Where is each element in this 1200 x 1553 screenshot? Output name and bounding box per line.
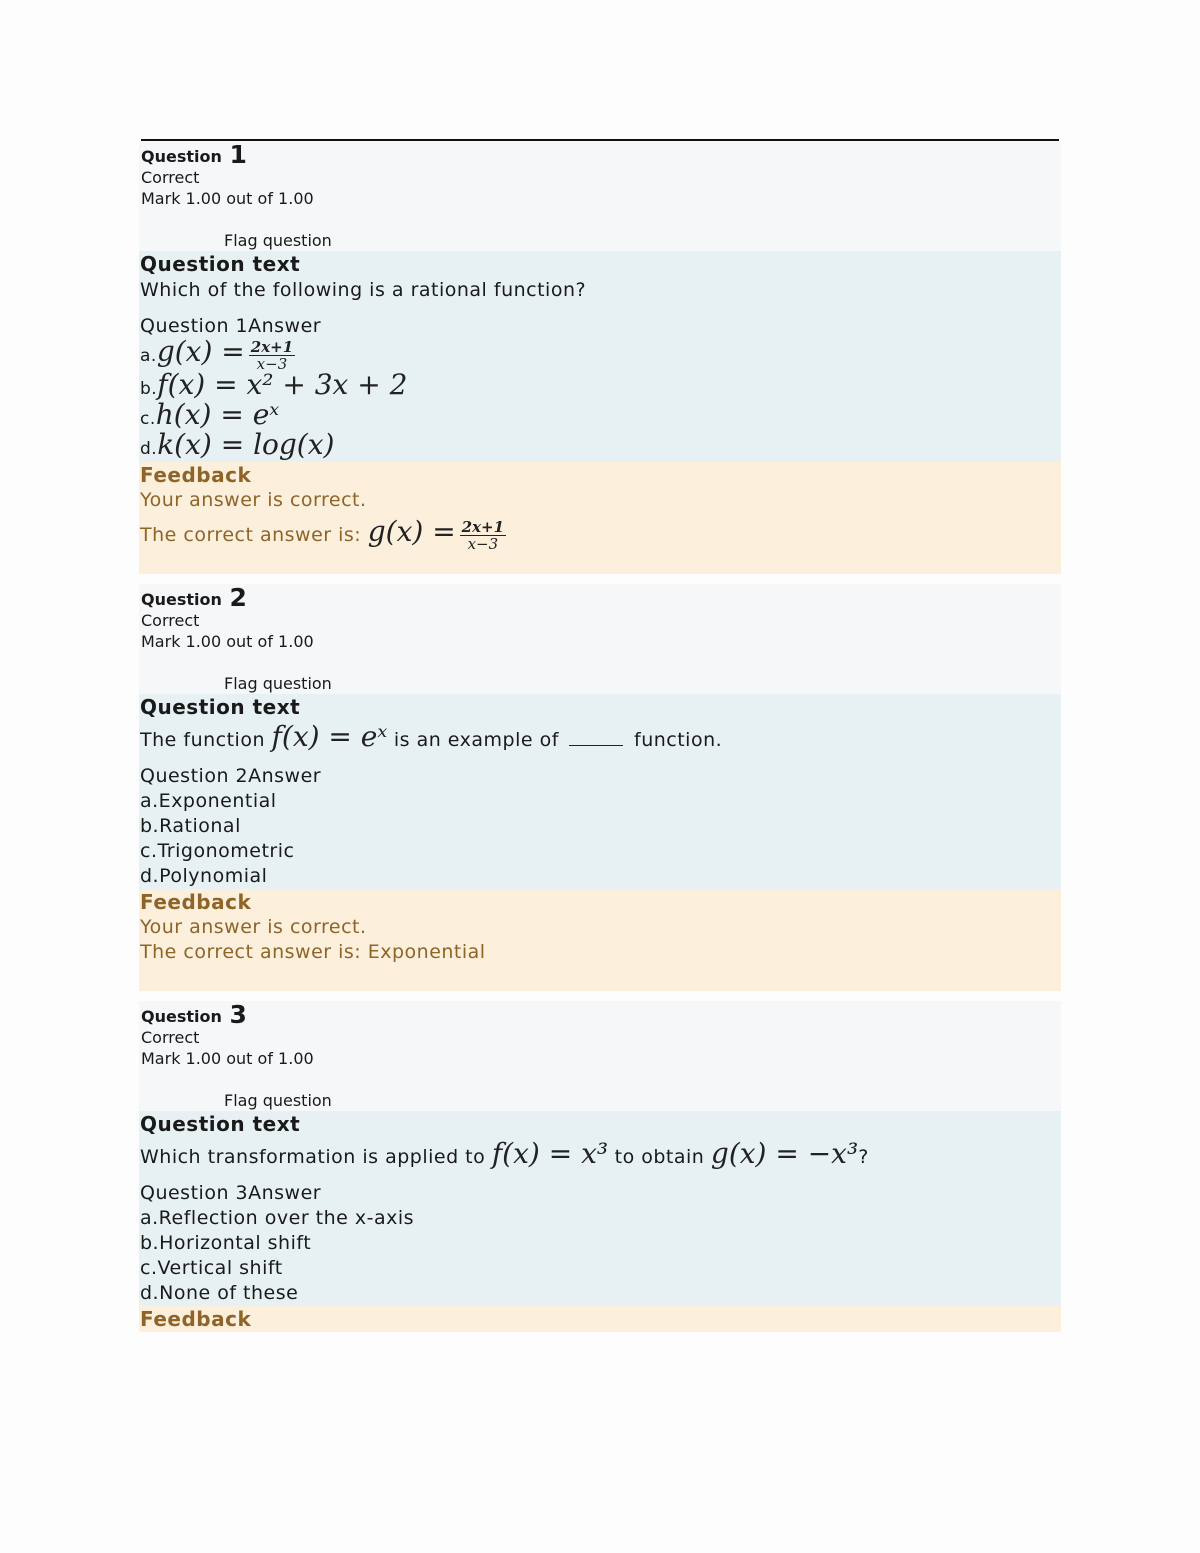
question-label: Question [141,590,222,609]
answer-option-d[interactable] [140,428,1061,462]
fraction-denominator: x−3 [256,355,288,373]
question-number-value: 2 [229,583,247,612]
option-math: g(x) = [156,335,245,368]
question-number [141,1000,1059,1029]
option-math: k(x) = log(x) [157,428,335,461]
feedback-heading: Feedback [140,463,252,487]
question-state: Correct [141,1028,200,1047]
fraction-numerator: 2x+1 [250,338,294,356]
question-text-part: is an example of [387,729,566,751]
question-math: f(x) = eˣ [271,720,388,753]
question-info [139,1001,1061,1111]
question-text-part: ? [858,1146,869,1168]
feedback-heading: Feedback [140,890,252,914]
answer-heading: Question 1Answer [140,315,322,337]
option-letter: d. [140,439,158,459]
question-info [139,584,1061,694]
question-text-heading: Question text [140,695,301,719]
feedback-heading: Feedback [140,1307,252,1331]
flag-question-link[interactable]: Flag question [224,1091,332,1110]
question-state: Correct [141,611,200,630]
option-math: f(x) = x² + 3x + 2 [157,368,408,401]
question-text-part: to obtain [608,1146,711,1168]
answer-option-c[interactable]: c.Vertical shift [140,1257,283,1279]
fraction-numerator: 2x+1 [461,518,505,536]
flag-question-link[interactable]: Flag question [224,231,332,250]
feedback-panel [139,462,1061,574]
feedback-panel [139,889,1061,991]
question-text: Which of the following is a rational function? [140,279,587,301]
question-number [141,140,1059,169]
feedback-panel [139,1306,1061,1332]
feedback-result: Your answer is correct. [140,489,367,511]
blank-line [569,729,623,746]
feedback-result: Your answer is correct. [140,916,367,938]
question-content [139,694,1061,889]
fraction [460,519,506,552]
question-content [139,251,1061,462]
question-number-value: 1 [229,140,247,169]
question-number [141,583,1059,612]
question-text-part: function. [627,729,723,751]
option-letter: c. [140,409,156,429]
feedback-math: g(x) = [367,515,456,548]
feedback-correct-answer: The correct answer is: Exponential [140,941,486,963]
answer-option-c[interactable]: c.Trigonometric [140,840,295,862]
question-content [139,1111,1061,1306]
question-label: Question [141,147,222,166]
option-letter: a. [140,346,157,366]
question-text-heading: Question text [140,1112,301,1136]
question-label: Question [141,1007,222,1026]
question-state: Correct [141,168,200,187]
question-grade: Mark 1.00 out of 1.00 [141,1049,314,1068]
question-text-part: The function [140,729,272,751]
answer-option-b[interactable]: b.Rational [140,815,241,837]
question-grade: Mark 1.00 out of 1.00 [141,189,314,208]
answer-heading: Question 3Answer [140,1182,322,1204]
answer-option-a[interactable]: a.Reflection over the x-axis [140,1207,415,1229]
feedback-correct-label: The correct answer is: [140,524,368,546]
fraction-denominator: x−3 [467,535,499,553]
question-2 [139,584,1061,991]
quiz-review [139,139,1061,1342]
question-text [140,1137,1061,1170]
answer-heading: Question 2Answer [140,765,322,787]
answer-option-a[interactable]: a.Exponential [140,790,277,812]
answer-option-d[interactable]: d.None of these [140,1282,299,1304]
question-3 [139,1001,1061,1332]
question-grade: Mark 1.00 out of 1.00 [141,632,314,651]
option-math: h(x) = eˣ [155,398,280,431]
question-text [140,720,1061,753]
answer-option-d[interactable]: d.Polynomial [140,865,268,887]
answer-option-b[interactable]: b.Horizontal shift [140,1232,312,1254]
feedback-correct-answer [140,515,1061,553]
question-text-heading: Question text [140,252,301,276]
question-math: g(x) = −x³ [710,1137,859,1170]
question-math: f(x) = x³ [491,1137,609,1170]
question-number-value: 3 [229,1000,247,1029]
option-letter: b. [140,379,158,399]
question-text-part: Which transformation is applied to [140,1146,492,1168]
question-1 [139,141,1061,574]
question-info [139,141,1061,251]
flag-question-link[interactable]: Flag question [224,674,332,693]
